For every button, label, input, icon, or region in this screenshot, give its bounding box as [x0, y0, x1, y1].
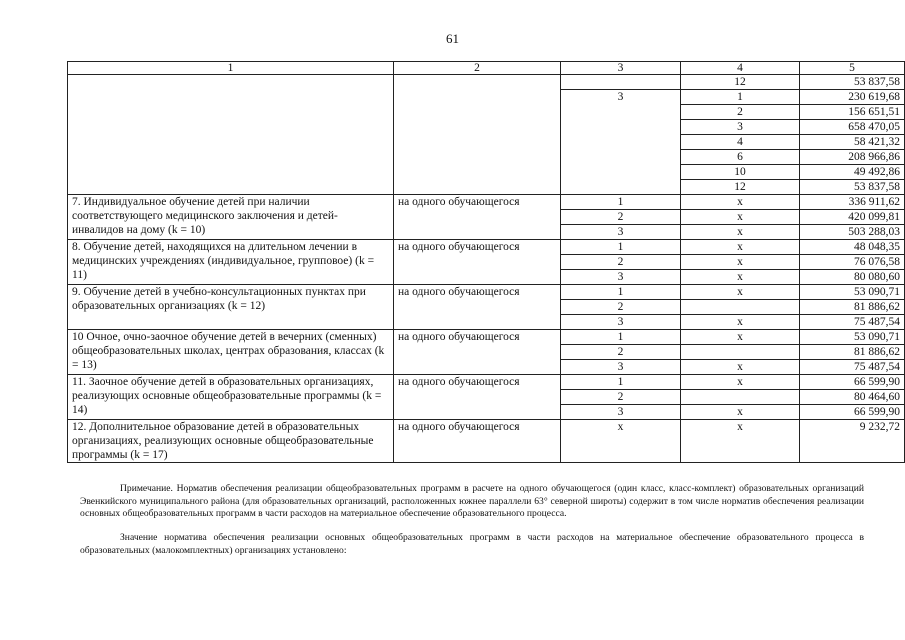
header-col-4: 4: [681, 62, 800, 75]
cell-col3: 1: [561, 285, 681, 300]
cell-col5: 53 837,58: [800, 75, 905, 90]
cell-col5: 80 080,60: [800, 270, 905, 285]
cell-col3: 3: [561, 405, 681, 420]
cell-col3: 2: [561, 210, 681, 225]
note-text: Значение норматива обеспечения реализации основных общеобразовательных программ в части расходов на материальное обеспечение образовательного процесса в образовательных (малокомплектных) организациях установлено:: [80, 532, 864, 556]
section-title: 12. Дополнительное образование детей в образовательных организациях, реализующих основные общеобразовательные программы (k = 17): [68, 420, 394, 463]
table-row: [68, 195, 905, 210]
cell-col3: 2: [561, 390, 681, 405]
cell-col4: 12: [681, 75, 800, 90]
table-row: [68, 375, 905, 390]
cell-col4: x: [681, 255, 800, 270]
cell-col4: x: [681, 225, 800, 240]
cell-col4: x: [681, 315, 800, 330]
header-row: [68, 62, 905, 75]
cell-col3: 2: [561, 345, 681, 360]
cell-col4: [681, 345, 800, 360]
table-row: [68, 240, 905, 255]
cell-col3: 3: [561, 315, 681, 330]
cell-col5: 66 599,90: [800, 375, 905, 390]
cell-col5: 156 651,51: [800, 105, 905, 120]
cell-col4: 4: [681, 135, 800, 150]
cell-col5: 80 464,60: [800, 390, 905, 405]
table-row: [68, 420, 905, 463]
cell-col5: 230 619,68: [800, 90, 905, 105]
cell-col5: 48 048,35: [800, 240, 905, 255]
cell-col3: 3: [561, 360, 681, 375]
cell-col3: 2: [561, 255, 681, 270]
cell-col4: 6: [681, 150, 800, 165]
continuation-cell-2: [394, 75, 561, 195]
cell-col5: 53 090,71: [800, 330, 905, 345]
note-text: Примечание. Норматив обеспечения реализации общеобразовательных программ в расчете на одного обучающегося (один класс, класс-комплект) образовательных организаций Эвенкийского муниципального района (для образовательных организаций, расположенных южнее параллели 63° северной широты) содержит в том числе норматив обеспечения реализации основных общеобразовательных программ в части расходов на материальное обеспечение образовательного процесса.: [80, 483, 864, 519]
cell-col3: 3: [561, 270, 681, 285]
cell-col5: 75 487,54: [800, 315, 905, 330]
continuation-cell-3: [561, 75, 681, 90]
section-title: 7. Индивидуальное обучение детей при наличии соответствующего медицинского заключения и детей-инвалидов на дому (k = 10): [68, 195, 394, 240]
cell-col4: x: [681, 420, 800, 463]
cell-col4: x: [681, 405, 800, 420]
header-col-3: 3: [561, 62, 681, 75]
cell-col5: 420 099,81: [800, 210, 905, 225]
cell-col3: x: [561, 420, 681, 463]
table-row: [68, 285, 905, 300]
cell-col4: 12: [681, 180, 800, 195]
section-unit: на одного обучающегося: [394, 420, 561, 463]
header-col-2: 2: [394, 62, 561, 75]
cell-col5: 81 886,62: [800, 300, 905, 315]
cell-col4: [681, 300, 800, 315]
cell-col4: x: [681, 210, 800, 225]
cell-col4: x: [681, 240, 800, 255]
header-col-5: 5: [800, 62, 905, 75]
cell-col5: 76 076,58: [800, 255, 905, 270]
section-title: 11. Заочное обучение детей в образовательных организациях, реализующих основные общеобразовательные программы (k = 14): [68, 375, 394, 420]
continuation-cell-1: [68, 75, 394, 195]
cell-col3: 1: [561, 330, 681, 345]
cell-col5: 208 966,86: [800, 150, 905, 165]
cell-col4: 10: [681, 165, 800, 180]
cell-col4: x: [681, 285, 800, 300]
cell-col3: 1: [561, 195, 681, 210]
cell-col5: 58 421,32: [800, 135, 905, 150]
cell-col3: 1: [561, 240, 681, 255]
section-unit: на одного обучающегося: [394, 330, 561, 375]
norms-table: [67, 61, 905, 463]
cell-col5: 49 492,86: [800, 165, 905, 180]
section-unit: на одного обучающегося: [394, 375, 561, 420]
note-paragraph: [80, 483, 864, 521]
cell-col4: 2: [681, 105, 800, 120]
section-title: 8. Обучение детей, находящихся на длительном лечении в медицинских учреждениях (индивидуальное, групповое) (k = 11): [68, 240, 394, 285]
cell-col5: 75 487,54: [800, 360, 905, 375]
cell-col5: 53 837,58: [800, 180, 905, 195]
cell-col4: [681, 390, 800, 405]
cell-col4: x: [681, 360, 800, 375]
cell-col4: 1: [681, 90, 800, 105]
section-unit: на одного обучающегося: [394, 285, 561, 330]
cell-col5: 9 232,72: [800, 420, 905, 463]
table-row: [68, 330, 905, 345]
header-col-1: 1: [68, 62, 394, 75]
section-title: 10 Очное, очно-заочное обучение детей в вечерних (сменных) общеобразовательных школах, центрах образования, классах (k = 13): [68, 330, 394, 375]
cell-col4: x: [681, 270, 800, 285]
cell-col5: 658 470,05: [800, 120, 905, 135]
cell-col5: 336 911,62: [800, 195, 905, 210]
cell-col3: 2: [561, 300, 681, 315]
cell-col4: x: [681, 195, 800, 210]
cell-col5: 66 599,90: [800, 405, 905, 420]
cell-col5: 81 886,62: [800, 345, 905, 360]
cell-col5: 53 090,71: [800, 285, 905, 300]
cell-col4: x: [681, 330, 800, 345]
cell-col3: 1: [561, 375, 681, 390]
page-number: 61: [446, 31, 459, 46]
section-title: 9. Обучение детей в учебно-консультационных пунктах при образовательных организациях (k = 12): [68, 285, 394, 330]
group-3-label: 3: [561, 90, 681, 195]
cell-col4: x: [681, 375, 800, 390]
note-paragraph: [80, 532, 864, 557]
section-unit: на одного обучающегося: [394, 240, 561, 285]
cell-col3: 3: [561, 225, 681, 240]
section-unit: на одного обучающегося: [394, 195, 561, 240]
cell-col5: 503 288,03: [800, 225, 905, 240]
table-row: [68, 75, 905, 90]
cell-col4: 3: [681, 120, 800, 135]
